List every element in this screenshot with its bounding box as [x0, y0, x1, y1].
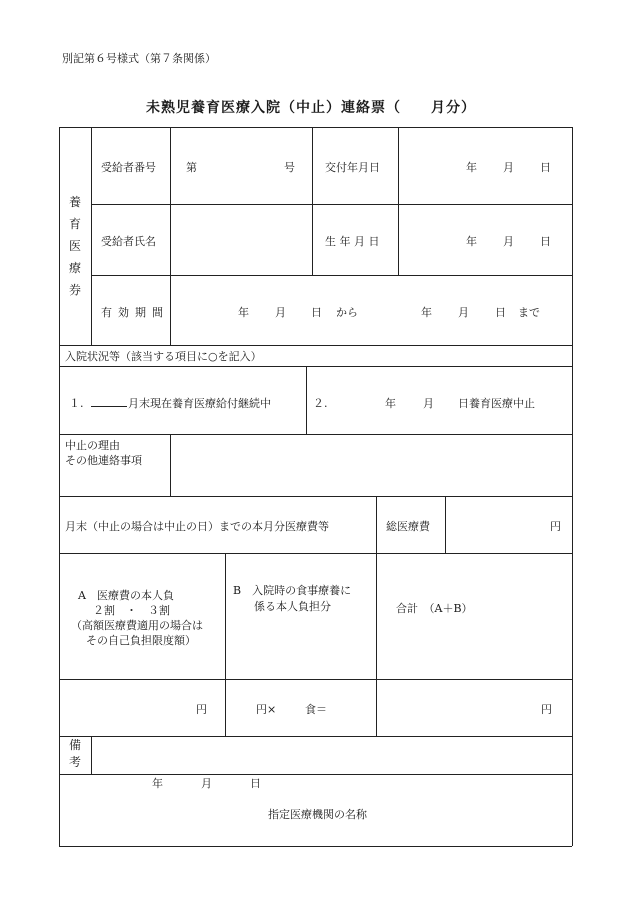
a-note1: （高額医療費適用の場合は — [71, 619, 203, 632]
institution-name-label: 指定医療機関の名称 — [268, 808, 367, 821]
footer-date-day: 日 — [250, 777, 261, 790]
a-value-yen: 円 — [196, 703, 207, 716]
reason-label: 中止の理由 — [65, 439, 120, 452]
recipient-name-label: 受給者氏名 — [101, 235, 156, 248]
ticket-vertical-label: 養 育 医 療 券 — [68, 195, 81, 297]
validity-from-day: 日 — [311, 306, 322, 319]
validity-label: 有効期間 — [101, 306, 169, 319]
birth-date-day: 日 — [540, 235, 551, 248]
b-value-yen-times: 円× — [256, 703, 277, 716]
issue-date-month: 月 — [503, 161, 514, 174]
validity-from-month: 月 — [275, 306, 286, 319]
validity-until: まで — [518, 306, 540, 319]
form-number: 別記第６号様式（第７条関係） — [62, 52, 216, 65]
b-label-line1: B 入院時の食事療養に — [233, 584, 352, 597]
validity-to-month: 月 — [458, 306, 469, 319]
birth-date-year: 年 — [466, 235, 477, 248]
b-label-line2: 係る本人負担分 — [254, 600, 331, 613]
total-medical-yen: 円 — [550, 520, 561, 533]
issue-date-day: 日 — [540, 161, 551, 174]
validity-to-year: 年 — [421, 306, 432, 319]
a-ratio: ２割 ・ ３割 — [93, 604, 170, 617]
issue-date-year: 年 — [466, 161, 477, 174]
validity-to-day: 日 — [495, 306, 506, 319]
sum-label: 合計 （A＋B） — [396, 602, 473, 615]
birth-date-month: 月 — [503, 235, 514, 248]
option1-text: 月末現在養育医療給付継続中 — [128, 397, 271, 410]
issue-date-label: 交付年月日 — [325, 161, 380, 174]
option2-number: ２. — [313, 397, 328, 410]
sum-value-yen: 円 — [541, 703, 552, 716]
validity-from: から — [336, 306, 358, 319]
option2-month: 月 — [423, 397, 434, 410]
footer-date-month: 月 — [201, 777, 212, 790]
month-end-expenses-label: 月末（中止の場合は中止の日）までの本月分医療費等 — [65, 520, 329, 533]
footer-date-year: 年 — [152, 777, 163, 790]
a-label: A 医療費の本人負 — [78, 589, 174, 602]
b-value-meals: 食＝ — [305, 703, 327, 716]
birth-date-label: 生 年 月 日 — [325, 235, 380, 248]
option2-text: 日養育医療中止 — [458, 397, 535, 410]
validity-from-year: 年 — [238, 306, 249, 319]
page-title: 未熟児養育医療入院（中止）連絡票（ 月分） — [146, 100, 476, 116]
other-notes-label: その他連絡事項 — [65, 454, 142, 467]
total-medical-label: 総医療費 — [386, 520, 430, 533]
option2-year: 年 — [385, 397, 396, 410]
a-note2: その自己負担限度額） — [86, 634, 196, 647]
number-suffix: 号 — [284, 161, 295, 174]
recipient-number-label: 受給者番号 — [101, 161, 156, 174]
option1-month-blank — [91, 397, 127, 407]
remarks-vertical-label: 備 考 — [68, 738, 81, 769]
option1-number: １. — [69, 397, 84, 410]
admission-status-label: 入院状況等（該当する項目に○を記入） — [65, 350, 262, 363]
number-prefix: 第 — [186, 161, 197, 174]
